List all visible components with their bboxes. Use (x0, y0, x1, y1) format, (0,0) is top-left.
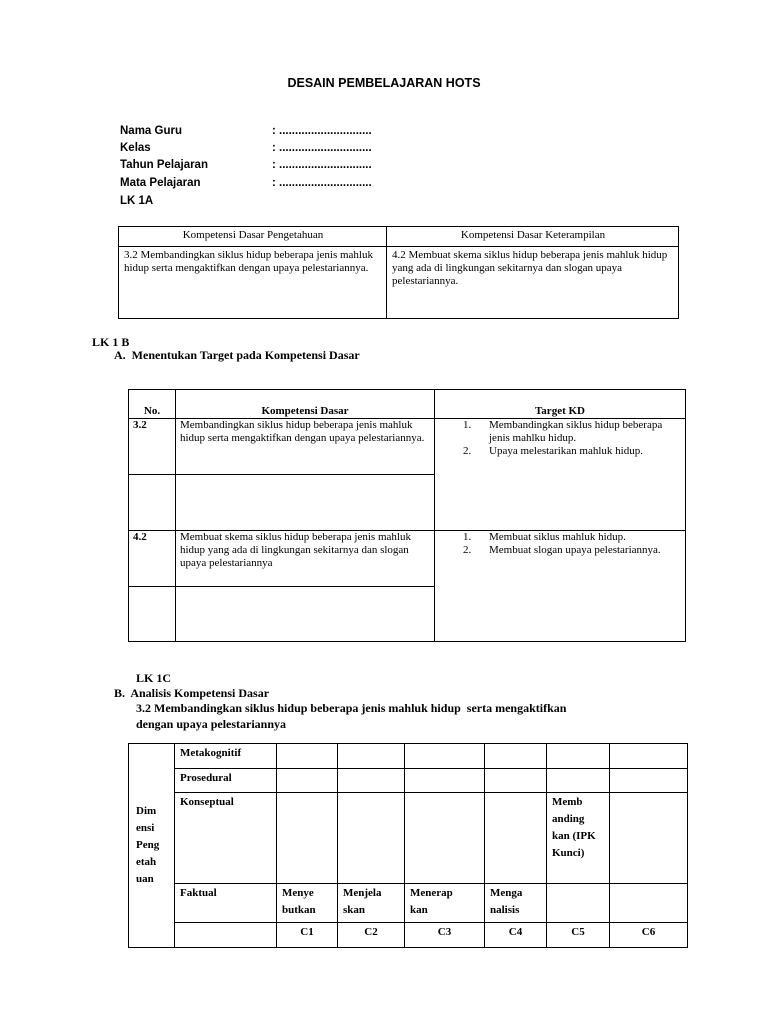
level-c1: C1 (277, 923, 338, 948)
list-item: 1. Membandingkan siklus hidup beberapa jenis mahlku hidup. (463, 419, 663, 444)
info-value-mata-pelajaran: : ............................. (272, 177, 372, 189)
lk1b-row1-target-2: Upaya melestarikan mahluk hidup. (489, 445, 643, 457)
page-title: DESAIN PEMBELAJARAN HOTS (287, 76, 481, 90)
dimension-label: Dim ensi Peng etah uan (136, 805, 160, 885)
knowledge-konseptual: Konseptual (175, 793, 277, 884)
lk1b-row2-no: 4.2 (129, 531, 176, 587)
lk1b-row1-targets (435, 419, 686, 531)
verb-c2: Menjela skan (343, 887, 382, 916)
knowledge-metakognitif: Metakognitif (175, 744, 277, 769)
lk1a-header-keterampilan: Kompetensi Dasar Keterampilan (387, 227, 679, 247)
lk1b-row1-kd-empty (176, 475, 435, 531)
lk1a-header-pengetahuan: Kompetensi Dasar Pengetahuan (119, 227, 387, 247)
info-label-tahun-pelajaran: Tahun Pelajaran (120, 159, 208, 171)
lk1a-table (118, 226, 679, 319)
list-item: 2. Upaya melestarikan mahluk hidup. (463, 445, 643, 457)
info-value-tahun-pelajaran: : ............................. (272, 159, 372, 171)
list-item: 1. Membuat siklus mahluk hidup. (463, 531, 626, 543)
konseptual-c5-ipk-kunci: Memb anding kan (IPK Kunci) (552, 796, 596, 859)
lk1b-row2-target-1: Membuat siklus mahluk hidup. (489, 531, 626, 543)
lk1b-table (128, 389, 686, 642)
lk1a-cell-pengetahuan: 3.2 Membandingkan siklus hidup beberapa jenis mahluk hidup serta mengaktifkan dengan upaya pelestariannya. (119, 247, 387, 319)
knowledge-prosedural: Prosedural (175, 769, 277, 793)
level-c5: C5 (547, 923, 610, 948)
lk1c-kd-line-2: dengan upaya pelestariannya (136, 717, 287, 731)
verb-c3: Menerap kan (410, 887, 453, 916)
lk1b-section-heading: A. Menentukan Target pada Kompetensi Dasar (114, 348, 360, 362)
level-c2: C2 (338, 923, 405, 948)
lk1b-row2-targets (435, 531, 686, 642)
lk1b-row2-no-empty (129, 587, 176, 642)
lk1b-row1-kd: Membandingkan siklus hidup beberapa jenis mahluk hidup serta mengaktifkan dengan upaya pelestariannya. (176, 419, 435, 475)
info-label-nama-guru: Nama Guru (120, 125, 182, 137)
lk1c-table (128, 743, 688, 948)
info-label-kelas: Kelas (120, 142, 151, 154)
lk1c-label: LK 1C (136, 671, 172, 685)
lk1b-row2-target-2: Membuat slogan upaya pelestariannya. (489, 544, 661, 556)
lk1b-header-kd: Kompetensi Dasar (176, 390, 435, 419)
lk1b-header-target: Target KD (435, 390, 686, 419)
level-c3: C3 (405, 923, 485, 948)
lk1b-row2-kd: Membuat skema siklus hidup beberapa jenis mahluk hidup yang ada di lingkungan sekitarnya dan slogan upaya pelestariannya (176, 531, 435, 587)
verb-c1: Menye butkan (282, 887, 316, 916)
info-value-nama-guru: : ............................. (272, 125, 372, 137)
list-item: 2. Membuat slogan upaya pelestariannya. (463, 544, 661, 556)
knowledge-faktual: Faktual (175, 884, 277, 923)
level-c4: C4 (485, 923, 547, 948)
level-c6: C6 (610, 923, 688, 948)
lk1a-label: LK 1A (120, 195, 154, 207)
lk1c-kd-line-1: 3.2 Membandingkan siklus hidup beberapa jenis mahluk hidup serta mengaktifkan (136, 701, 567, 715)
lk1b-row1-no: 3.2 (129, 419, 176, 475)
lk1b-row2-kd-empty (176, 587, 435, 642)
info-label-mata-pelajaran: Mata Pelajaran (120, 177, 201, 189)
lk1b-row1-no-empty (129, 475, 176, 531)
verb-c4: Menga nalisis (490, 887, 523, 916)
lk1b-header-no: No. (129, 390, 176, 419)
lk1a-cell-keterampilan: 4.2 Membuat skema siklus hidup beberapa jenis mahluk hidup yang ada di lingkungan sekitarnya dan slogan upaya pelestariannya. (387, 247, 679, 319)
lk1b-row1-target-1: Membandingkan siklus hidup beberapa jenis mahlku hidup. (489, 419, 663, 444)
info-value-kelas: : ............................. (272, 142, 372, 154)
lk1c-section-heading: B. Analisis Kompetensi Dasar (114, 686, 270, 700)
lk1b-label: LK 1 B (92, 335, 130, 349)
